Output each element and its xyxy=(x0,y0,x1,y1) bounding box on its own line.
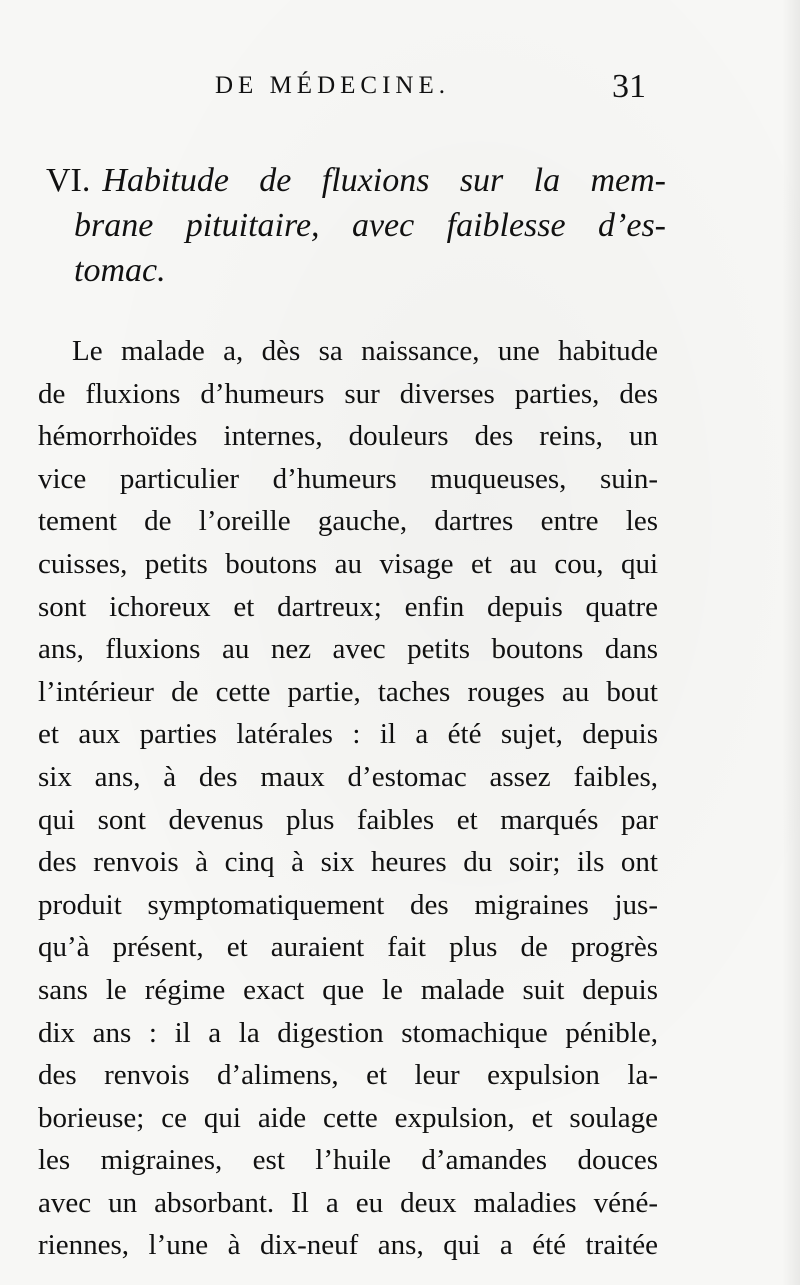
body-paragraph xyxy=(38,330,658,1267)
text-line: et aux parties latérales : il a été sujet, depuis xyxy=(38,718,658,751)
text-line: cuisses, petits boutons au visage et au cou, qui xyxy=(38,547,658,580)
text-line: avec un absorbant. Il a eu deux maladies véné- xyxy=(38,1186,658,1219)
text-line: vice particulier d’humeurs muqueuses, suin- xyxy=(38,462,658,495)
section-numeral: VI. xyxy=(46,162,91,199)
page-header xyxy=(0,68,800,112)
text-line: les migraines, est l’huile d’amandes douces xyxy=(38,1144,658,1177)
text-line: hémorrhoïdes internes, douleurs des reins, un xyxy=(38,420,658,453)
text-line: produit symptomatiquement des migraines jus- xyxy=(38,888,658,921)
text-line: qu’à présent, et auraient fait plus de progrès xyxy=(38,931,658,964)
text-line: riennes, l’une à dix-neuf ans, qui a été traitée xyxy=(38,1229,658,1262)
text-line: sans le régime exact que le malade suit depuis xyxy=(38,973,658,1006)
text-line: des renvois à cinq à six heures du soir; ils ont xyxy=(38,846,658,879)
text-line: borieuse; ce qui aide cette expulsion, et soulage xyxy=(38,1101,658,1134)
text-line: Le malade a, dès sa naissance, une habitude xyxy=(72,335,658,367)
text-line: sont ichoreux et dartreux; enfin depuis quatre xyxy=(38,590,658,623)
text-line: des renvois d’alimens, et leur expulsion la- xyxy=(38,1059,658,1092)
text-line: l’intérieur de cette partie, taches rouges au bout xyxy=(38,675,658,708)
text-line: qui sont devenus plus faibles et marqués par xyxy=(38,803,658,836)
section-heading xyxy=(46,158,666,293)
page-number: 31 xyxy=(612,68,646,105)
running-head: DE MÉDECINE. xyxy=(215,72,450,99)
heading-line: brane pituitaire, avec faiblesse d’es- xyxy=(74,207,666,244)
heading-line xyxy=(46,158,666,203)
text-line: six ans, à des maux d’estomac assez faibles, xyxy=(38,760,658,793)
page-edge-shadow xyxy=(782,0,800,1285)
heading-text: Habitude de fluxions sur la mem- xyxy=(102,162,666,199)
text-line: dix ans : il a la digestion stomachique pénible, xyxy=(38,1016,658,1049)
text-line: ans, fluxions au nez avec petits boutons dans xyxy=(38,633,658,666)
text-line: tement de l’oreille gauche, dartres entre les xyxy=(38,505,658,538)
text-line: de fluxions d’humeurs sur diverses parties, des xyxy=(38,377,658,410)
heading-line: tomac. xyxy=(74,252,166,289)
